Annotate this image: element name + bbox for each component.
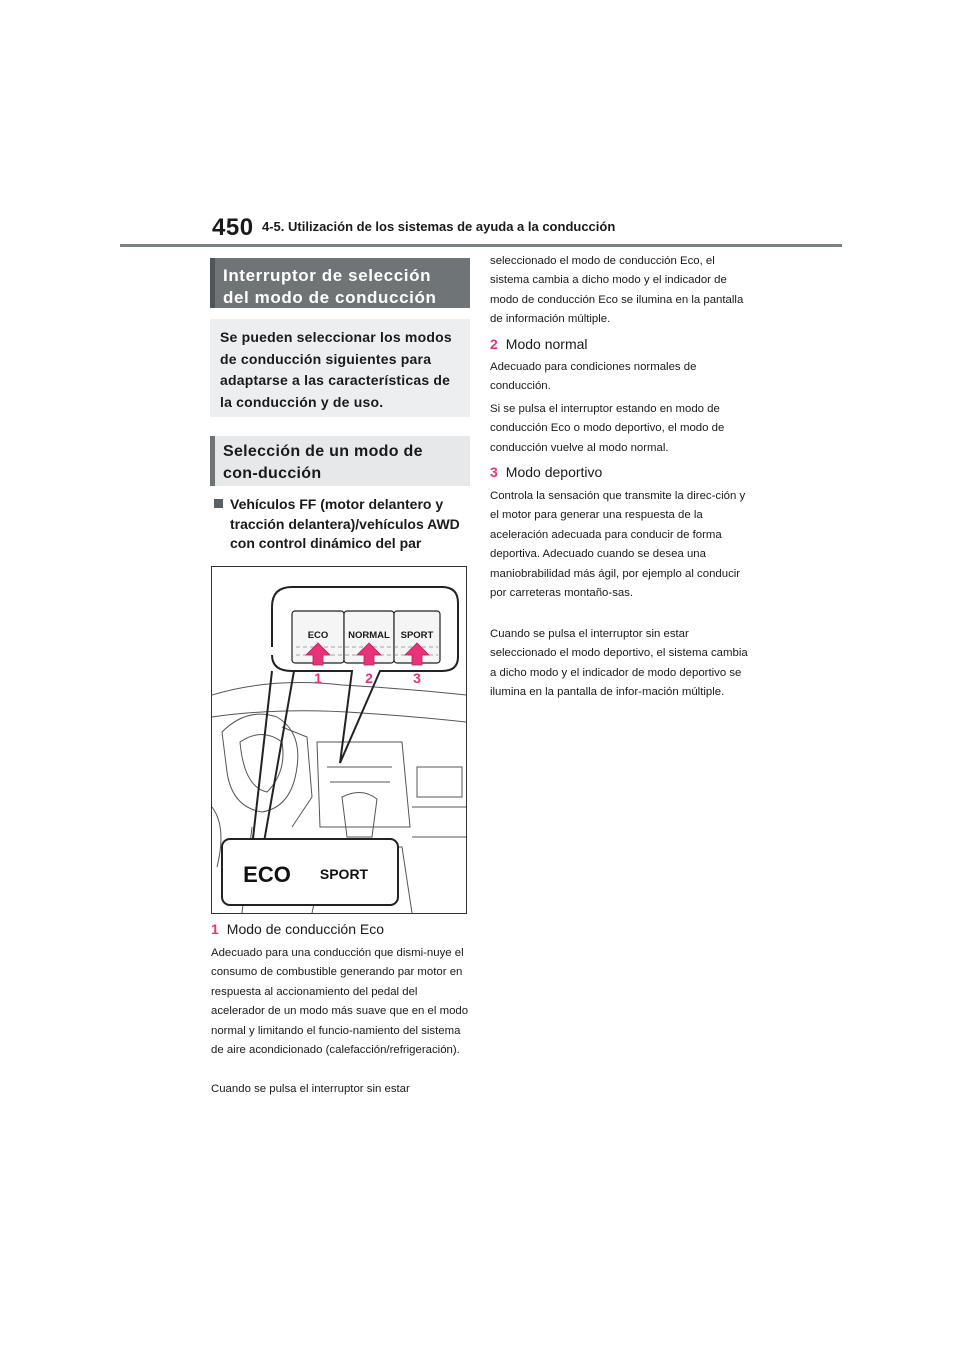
callout-number-2: 2 xyxy=(365,670,373,686)
callout-number-3: 3 xyxy=(413,670,421,686)
item-3-paragraph: Controla la sensación que transmite la direc-ción y el motor para generar una respuesta de la aceleración adecuada para conducir de forma deportiva. Adecuado cuando se desea una maniobrabilidad más ágil, por ejemplo al conducir por carreteras montaño-sas. xyxy=(490,490,746,600)
callout-number-1: 1 xyxy=(314,670,322,686)
item-3-title xyxy=(490,463,748,481)
item-1-paragraph: Adecuado para una conducción que dismi-nuye el consumo de combustible generando par motor en respuesta al accionamiento del pedal del acelerador de un modo más suave que en el modo normal y limitando el funcio-namiento del sistema de aire acondicionado (calefacción/refrigeración). xyxy=(211,947,469,1057)
page-number: 450 xyxy=(212,214,254,241)
switch-label-normal: NORMAL xyxy=(348,630,390,641)
intro-text: Se pueden seleccionar los modos de conducción siguientes para adaptarse a las características de la conducción y de uso. xyxy=(220,329,452,410)
item-1-title xyxy=(211,920,469,938)
section-heading-mode-switch xyxy=(210,258,470,308)
switch-label-eco: ECO xyxy=(307,630,329,641)
item-2-paragraph: Adecuado para condiciones normales de conducción. xyxy=(490,361,697,393)
item-number: 2 xyxy=(490,336,498,352)
item-number: 1 xyxy=(211,921,219,937)
header-rule xyxy=(120,244,842,247)
item-title-text: Modo normal xyxy=(505,336,588,352)
dashboard-illustration xyxy=(212,567,466,913)
section-heading-text: Interruptor de selección del modo de conducción xyxy=(223,266,437,307)
item-2-title xyxy=(490,335,748,353)
running-header: 4-5. Utilización de los sistemas de ayuda a la conducción xyxy=(262,219,616,234)
dashboard-figure xyxy=(211,566,467,914)
indicator-sport-label: SPORT xyxy=(319,866,369,882)
item-1-paragraph-continued: Cuando se pulsa el interruptor sin estar xyxy=(211,1083,410,1095)
item-2-paragraph: Si se pulsa el interruptor estando en modo de conducción Eco o modo deportivo, el modo de conducción vuelve al modo normal. xyxy=(490,403,725,454)
item-title-text: Modo deportivo xyxy=(505,464,603,480)
subheading-text: Vehículos FF (motor delantero y tracción delantera)/vehículos AWD con control dinámico del par xyxy=(230,496,460,551)
item-number: 3 xyxy=(490,464,498,480)
switch-label-sport: SPORT xyxy=(400,630,434,641)
bullet-square-icon xyxy=(214,499,223,508)
section-heading-select-mode xyxy=(210,436,470,486)
item-1-paragraph-continued-right: seleccionado el modo de conducción Eco, el sistema cambia a dicho modo y el indicador de modo de conducción Eco se ilumina en la pantalla de información múltiple. xyxy=(490,255,744,326)
vehicle-subheading xyxy=(214,495,472,554)
item-3-paragraph: Cuando se pulsa el interruptor sin estar seleccionado el modo deportivo, el sistema cambia a dicho modo y el indicador de modo deportivo se ilumina en la pantalla de infor-mación múltiple. xyxy=(490,628,748,699)
section-heading-text: Selección de un modo de con-ducción xyxy=(223,443,423,482)
item-title-text: Modo de conducción Eco xyxy=(226,921,385,937)
intro-box xyxy=(210,319,470,417)
indicator-eco-label: ECO xyxy=(243,862,291,887)
